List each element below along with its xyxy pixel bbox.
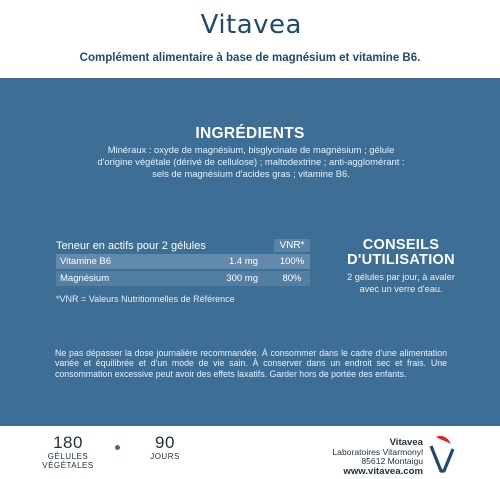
table-row — [56, 271, 310, 286]
usage-text — [330, 272, 472, 295]
ingredients-line: sels de magnésium d'acides gras ; vitamine B6. — [152, 168, 350, 180]
row-amount: 1.4 mg — [228, 256, 258, 267]
row-amount: 300 mg — [226, 273, 258, 284]
manufacturer-line: 85612 Montaigu — [361, 456, 423, 467]
manufacturer-website: www.vitavea.com — [343, 465, 423, 477]
usage-title-line: CONSEILS — [362, 237, 440, 253]
manufacturer-line: Laboratoires Vitarmonyl — [332, 446, 423, 457]
manufacturer-name: Vitavea — [389, 437, 423, 448]
day-count-number: 90 — [155, 433, 175, 452]
nutrition-table — [56, 238, 310, 304]
usage-title-line: D'UTILISATION — [347, 252, 455, 268]
manufacturer-info — [310, 438, 423, 476]
product-tagline: Complément alimentaire à base de magnésium et vitamine B6. — [79, 52, 421, 64]
ingredients-line: d'origine végétale (dérivé de cellulose) ; maltodextrine ; anti-agglomérant : — [97, 156, 405, 168]
row-nutrient-name: Magnésium — [60, 273, 110, 284]
capsule-count — [38, 434, 98, 470]
logo-text: Vitavea — [200, 10, 302, 40]
table-row — [56, 254, 310, 269]
capsule-count-number: 180 — [53, 433, 83, 452]
info-panel — [0, 78, 500, 426]
ingredients-title: INGRÉDIENTS — [195, 125, 305, 142]
table-header — [56, 238, 310, 252]
header — [0, 0, 500, 78]
ingredients-text — [55, 144, 447, 181]
warning-text: Ne pas dépasser la dose journalière recommandée. À consommer dans le cadre d'une alimentation variée et équilibrée et d'un mode de vie sain. À conserver dans un endroit sec et frais. Une consommation excessive peut avoir des effets laxatifs. Garder hors de portée des enfants. — [55, 348, 447, 379]
footer — [0, 426, 500, 479]
table-header-vnr: VNR* — [274, 239, 310, 252]
brand-v-mark-icon — [428, 432, 456, 474]
row-vnr: 100% — [279, 256, 305, 267]
usage-advice — [330, 238, 472, 295]
ingredients-line: Minéraux : oxyde de magnésium, bisglycinate de magnésium ; gélule — [107, 144, 395, 155]
separator-dot — [115, 445, 120, 450]
table-header-label: Teneur en actifs pour 2 gélules — [56, 240, 206, 252]
row-vnr: 80% — [282, 273, 302, 284]
brand-logo — [202, 5, 302, 41]
usage-text-line: avec un verre d'eau. — [359, 283, 443, 294]
day-count — [140, 434, 190, 461]
row-nutrient-name: Vitamine B6 — [60, 256, 112, 267]
vnr-footnote: *VNR = Valeurs Nutritionnelles de Référence — [56, 294, 235, 304]
capsule-count-unit: VÉGÉTALES — [42, 461, 94, 470]
capsule-count-unit: GÉLULES — [47, 452, 89, 461]
day-count-unit: JOURS — [150, 452, 180, 461]
usage-text-line: 2 gélules par jour, à avaler — [347, 272, 455, 282]
